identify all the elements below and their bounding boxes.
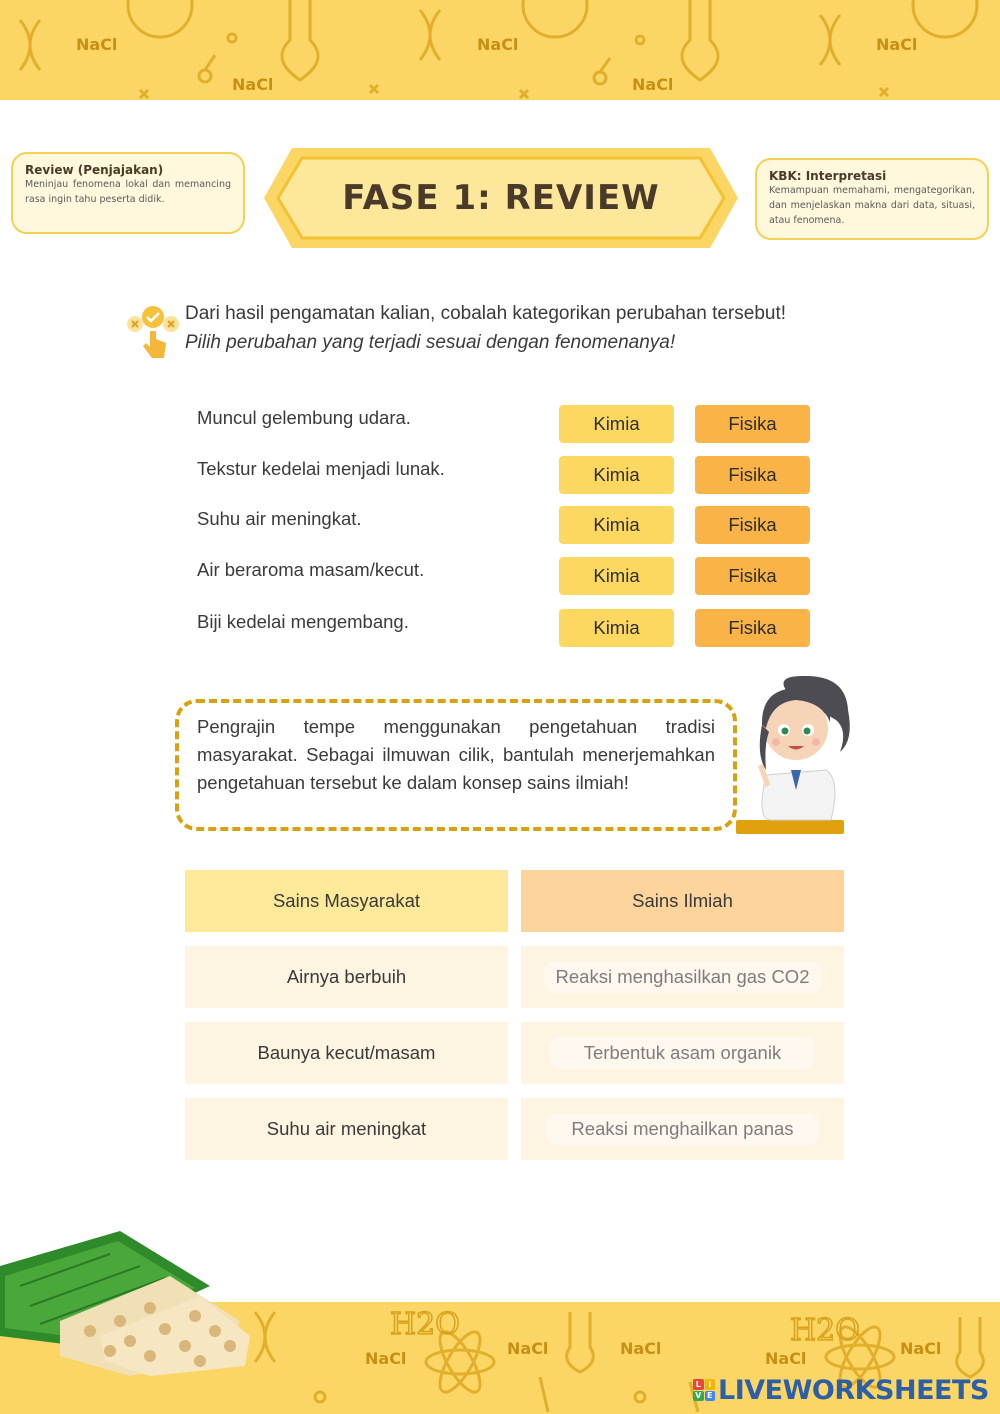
question-row <box>197 506 810 546</box>
question-label: Biji kedelai mengembang. <box>197 611 409 632</box>
table-cell-ilmiah <box>521 1022 844 1084</box>
question-row <box>197 557 810 597</box>
logo-letter: V <box>693 1391 704 1402</box>
liveworksheets-wordmark: LIVEWORKSHEETS <box>718 1374 989 1406</box>
question-row <box>197 456 810 496</box>
liveworksheets-brand <box>693 1373 989 1407</box>
table-header-masyarakat: Sains Masyarakat <box>185 870 508 932</box>
competency-note-text: Kemampuan memahami, mengategorikan, dan menjelaskan makna dari data, situasi, atau fenomena. <box>769 185 975 226</box>
tempeh-illustration <box>0 1226 262 1376</box>
table-cell-ilmiah <box>521 946 844 1008</box>
page-title: FASE 1: REVIEW <box>342 178 660 218</box>
question-label: Suhu air meningkat. <box>197 508 362 529</box>
fisika-option-button[interactable]: Fisika <box>695 405 810 443</box>
nacl-label: NaCl <box>632 75 674 94</box>
nacl-label: NaCl <box>900 1339 942 1358</box>
kimia-option-button[interactable]: Kimia <box>559 557 674 595</box>
liveworksheets-logo-icon <box>693 1379 715 1401</box>
answer-chip[interactable]: Reaksi menghailkan panas <box>546 1113 818 1145</box>
fisika-option-button[interactable]: Fisika <box>695 506 810 544</box>
logo-letter: L <box>693 1379 704 1390</box>
science-pattern-top <box>0 0 1000 100</box>
question-row <box>197 405 810 445</box>
kimia-option-button[interactable]: Kimia <box>559 405 674 443</box>
kimia-option-button[interactable]: Kimia <box>559 609 674 647</box>
question-label: Muncul gelembung udara. <box>197 407 411 428</box>
competency-note-title: KBK: Interpretasi <box>769 169 887 183</box>
table-header-ilmiah: Sains Ilmiah <box>521 870 844 932</box>
nacl-label: NaCl <box>876 35 918 54</box>
instruction-subtext: Pilih perubahan yang terjadi sesuai dengan fenomenanya! <box>185 332 676 353</box>
logo-letter: I <box>705 1379 716 1390</box>
nacl-label: NaCl <box>507 1339 549 1358</box>
nacl-label: NaCl <box>232 75 274 94</box>
question-label: Tekstur kedelai menjadi lunak. <box>197 458 445 479</box>
phase-note-box <box>11 152 245 234</box>
scientist-girl-illustration <box>736 670 860 838</box>
table-cell-masyarakat: Baunya kecut/masam <box>185 1022 508 1084</box>
nacl-label: NaCl <box>765 1349 807 1368</box>
phase-note-title: Review (Penjajakan) <box>25 163 164 177</box>
question-row <box>197 609 810 649</box>
nacl-label: NaCl <box>76 35 118 54</box>
competency-note-box <box>755 158 989 240</box>
h2o-label: H2O <box>390 1307 460 1342</box>
choice-hand-icon <box>124 303 182 361</box>
kimia-option-button[interactable]: Kimia <box>559 506 674 544</box>
speech-bubble <box>175 699 737 831</box>
nacl-label: NaCl <box>365 1349 407 1368</box>
h2o-label: H2O <box>790 1313 860 1348</box>
fisika-option-button[interactable]: Fisika <box>695 609 810 647</box>
table-cell-masyarakat: Suhu air meningkat <box>185 1098 508 1160</box>
fisika-option-button[interactable]: Fisika <box>695 456 810 494</box>
speech-text: Pengrajin tempe menggunakan pengetahuan tradisi masyarakat. Sebagai ilmuwan cilik, bantulah menerjemahkan pengetahuan tersebut ke dalam konsep sains ilmiah! <box>197 716 715 793</box>
instruction-block <box>185 300 829 357</box>
answer-chip[interactable]: Terbentuk asam organik <box>550 1037 815 1069</box>
phase-note-text: Meninjau fenomena lokal dan memancing rasa ingin tahu peserta didik. <box>25 179 231 205</box>
question-label: Air beraroma masam/kecut. <box>197 559 425 580</box>
instruction-text: Dari hasil pengamatan kalian, cobalah kategorikan perubahan tersebut! <box>185 303 787 324</box>
table-cell-ilmiah <box>521 1098 844 1160</box>
nacl-label: NaCl <box>620 1339 662 1358</box>
nacl-label: NaCl <box>477 35 519 54</box>
logo-letter: E <box>705 1391 716 1402</box>
answer-chip[interactable]: Reaksi menghasilkan gas CO2 <box>544 961 822 993</box>
table-cell-masyarakat: Airnya berbuih <box>185 946 508 1008</box>
top-pattern-band <box>0 0 1000 100</box>
kimia-option-button[interactable]: Kimia <box>559 456 674 494</box>
fisika-option-button[interactable]: Fisika <box>695 557 810 595</box>
